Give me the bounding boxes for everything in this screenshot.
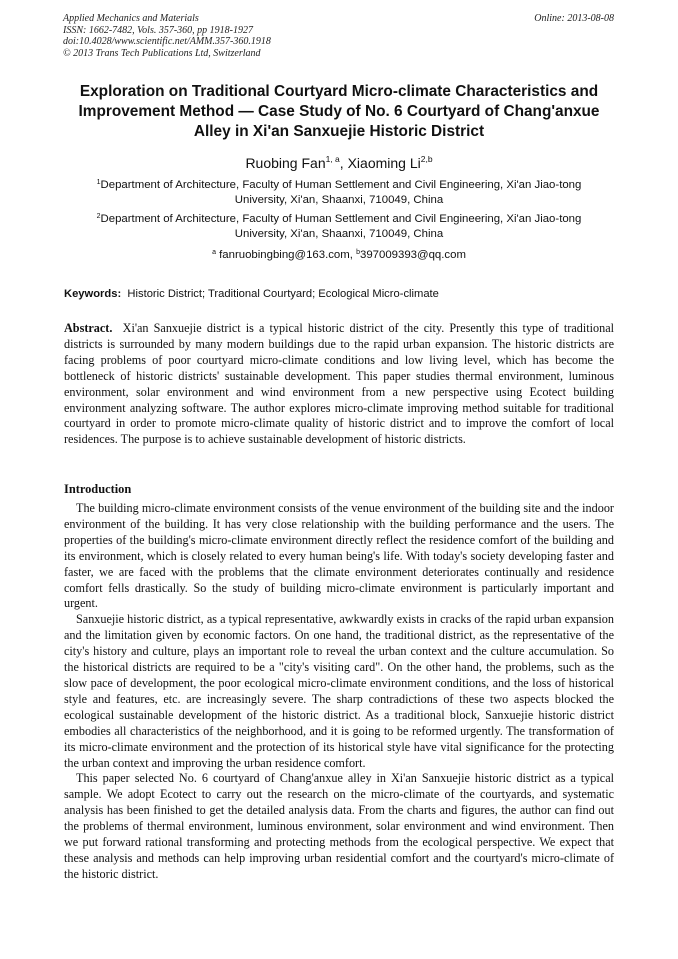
abstract-text: Xi'an Sanxuejie district is a typical historic district of the city. Presently this type of traditional districts is surrounded by many modern buildings due to the rapid urban expansion. The historic districts are facing problems of poor courtyard micro-climate conditions and low living level, which has become the bottleneck of historic districts' sustainable development. This paper studies thermal environment, luminous environment, solar environment and wind environment from a new perspective using Ecotect building environment analyzing software. The author explores micro-climate improving method suitable for traditional courtyard in order to promote micro-climate quality of historic district and to improve the comfort of local residences. The purpose is to achieve sustainable development of historic districts.	[64, 321, 615, 447]
paragraph: This paper selected No. 6 courtyard of Chang'anxue alley in Xi'an Sanxuejie historic district as a typical sample. We adopt Ecotect to carry out the research on the micro-climate of the courtyards, and systematic analysis has been finished to get the detailed analysis data. From the charts and figures, the author can find out the problems of thermal environment, luminous environment, solar environment and wind environment. Then we put forward rational transforming and protecting methods from the ecological perspective. We expect that these analysis and methods can help improving urban residential comfort and the courtyard's micro-climate of the historic district.	[64, 771, 614, 881]
abstract-label: Abstract.	[64, 321, 113, 335]
email-b[interactable]: 397009393@qq.com	[360, 249, 466, 261]
title-line-2: Improvement Method — Case Study of No. 6 Courtyard of Chang'anxue	[78, 103, 600, 120]
email-a[interactable]: fanruobingbing@163.com,	[215, 249, 357, 261]
journal-header	[63, 13, 271, 59]
email-mark: b	[356, 249, 360, 256]
introduction-body	[64, 501, 614, 883]
title-line-3: Alley in Xi'an Sanxuejie Historic District	[193, 123, 485, 140]
copyright-line: © 2013 Trans Tech Publications Ltd, Switzerland	[63, 47, 261, 59]
author-name: Ruobing Fan	[245, 155, 326, 171]
affiliation-line: University, Xi'an, Shaanxi, 710049, China	[234, 228, 444, 240]
affiliation-line: Department of Architecture, Faculty of Human Settlement and Civil Engineering, Xi'an Jiao-tong	[100, 213, 582, 225]
keywords-text: Historic District; Traditional Courtyard; Ecological Micro-climate	[127, 288, 439, 300]
paragraph: Sanxuejie historic district, as a typical representative, awkwardly exists in cracks of the rapid urban expansion and the limitation given by economic factors. On one hand, the traditional district, as the representative of the city's history and culture, plays an important role to reveal the urban context and the culture accumulation. So the historical districts are required to be a "city's visiting card". On the other hand, the problems, such as the slow pace of development, the poor ecological micro-climate environment conditions, and the loss of historical style and features, etc. are increasingly severe. The sharp contradictions of these two aspects blocked the ecological sustainable development of the historic district. As a traditional block, Sanxuejie historic district embodies all characteristics of the neighborhood, and it is going to be reformed urgently. The transformation of its micro-climate environment and the protection of its historical style have vital significance for the protecting the urban context and improving the urban residence comfort.	[64, 612, 614, 770]
online-date: Online: 2013-08-08	[534, 13, 614, 24]
affiliation-2	[40, 212, 638, 242]
author-separator: ,	[339, 155, 348, 171]
affiliation-line: Department of Architecture, Faculty of Human Settlement and Civil Engineering, Xi'an Jiao-tong	[100, 179, 582, 191]
keywords-label: Keywords:	[64, 288, 122, 300]
paper-title	[40, 82, 638, 142]
author-affil-sup: 2,b	[420, 154, 433, 164]
affiliation-line: University, Xi'an, Shaanxi, 710049, China	[234, 194, 444, 206]
section-heading-introduction: Introduction	[64, 482, 132, 496]
title-line-1: Exploration on Traditional Courtyard Micro-climate Characteristics and	[79, 83, 599, 100]
author-name: Xiaoming Li	[347, 155, 421, 171]
affiliation-number: 1	[96, 179, 101, 186]
journal-name: Applied Mechanics and Materials	[63, 13, 199, 24]
email-mark: a	[212, 249, 216, 256]
author-affil-sup: 1, a	[325, 154, 340, 164]
issn-line: ISSN: 1662-7482, Vols. 357-360, pp 1918-1927	[63, 24, 253, 36]
affiliation-1	[40, 178, 638, 208]
paragraph: The building micro-climate environment consists of the venue environment of the building site and the indoor environment of the building. It has very close relationship with the building performance and the users. The properties of the building's micro-climate environment directly reflect the residence comfort of the building and its environment, which is closely related to every human being's life. With today's society developing faster and faster, we are faced with the problems that the climate environment deteriorates continually and residence comfort fells drastically. So the study of building micro-climate environment is particularly important and urgent.	[64, 501, 614, 611]
doi-line[interactable]: doi:10.4028/www.scientific.net/AMM.357-360.1918	[63, 36, 271, 47]
author-list	[40, 154, 638, 172]
abstract	[64, 321, 614, 448]
author-emails	[40, 248, 638, 263]
affiliation-number: 2	[96, 213, 101, 220]
keywords	[64, 287, 439, 302]
